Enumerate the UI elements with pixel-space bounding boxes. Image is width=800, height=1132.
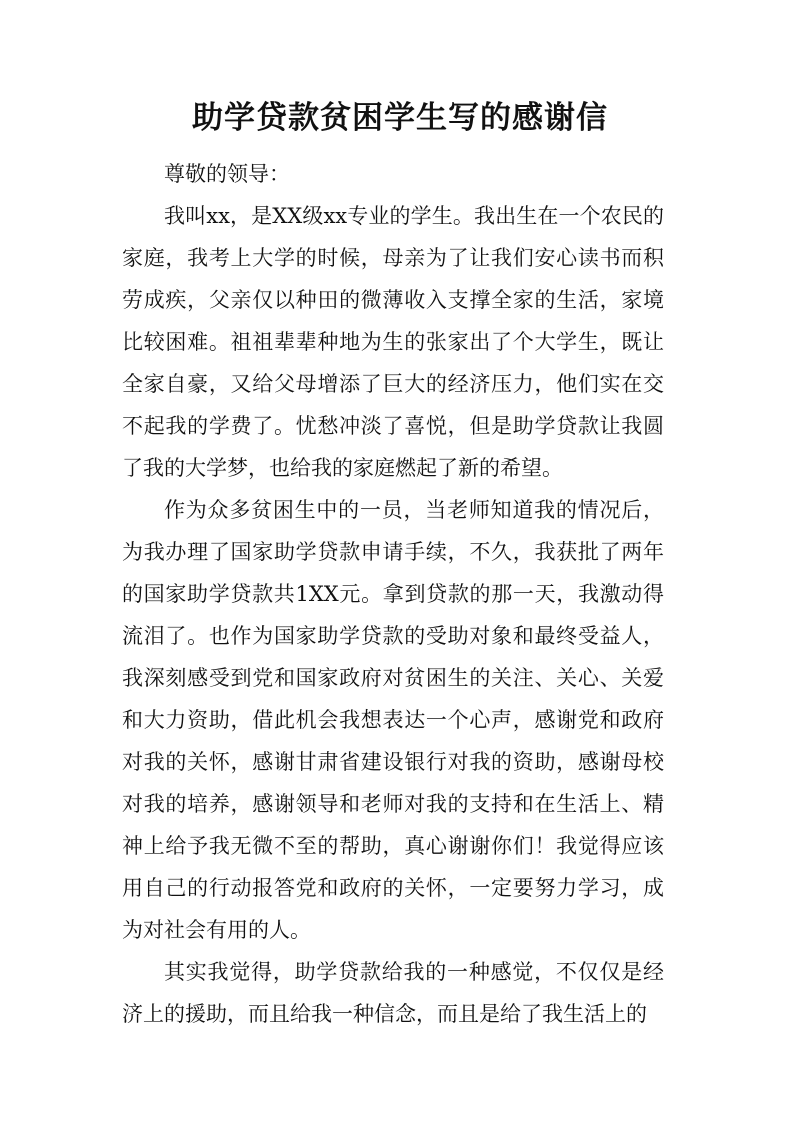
paragraph-3: 其实我觉得，助学贷款给我的一种感觉，不仅仅是经济上的援助，而且给我一种信念，而且是给了我生活上的	[122, 960, 664, 1026]
document-title: 助学贷款贫困学生写的感谢信	[192, 100, 608, 136]
letter-body	[122, 153, 664, 1035]
paragraph-1: 我叫xx，是XX级xx专业的学生。我出生在一个农民的家庭，我考上大学的时候，母亲为了让我们安心读书而积劳成疾，父亲仅以种田的微薄收入支撑全家的生活，家境比较困难。祖祖辈辈种地为生的张家出了个大学生，既让全家自豪，又给父母增添了巨大的经济压力，他们实在交不起我的学费了。忧愁冲淡了喜悦，但是助学贷款让我圆了我的大学梦，也给我的家庭燃起了新的希望。	[122, 204, 664, 480]
paragraph-2: 作为众多贫困生中的一员，当老师知道我的情况后，为我办理了国家助学贷款申请手续，不久，我获批了两年的国家助学贷款共1XX元。拿到贷款的那一天，我激动得流泪了。也作为国家助学贷款的受助对象和最终受益人，我深刻感受到党和国家政府对贫困生的关注、关心、关爱和大力资助，借此机会我想表达一个心声，感谢党和政府对我的关怀，感谢甘肃省建设银行对我的资助，感谢母校对我的培养，感谢领导和老师对我的支持和在生活上、精神上给予我无微不至的帮助，真心谢谢你们！我觉得应该用自己的行动报答党和政府的关怀，一定要努力学习，成为对社会有用的人。	[122, 498, 664, 942]
salutation: 尊敬的领导：	[164, 162, 290, 186]
